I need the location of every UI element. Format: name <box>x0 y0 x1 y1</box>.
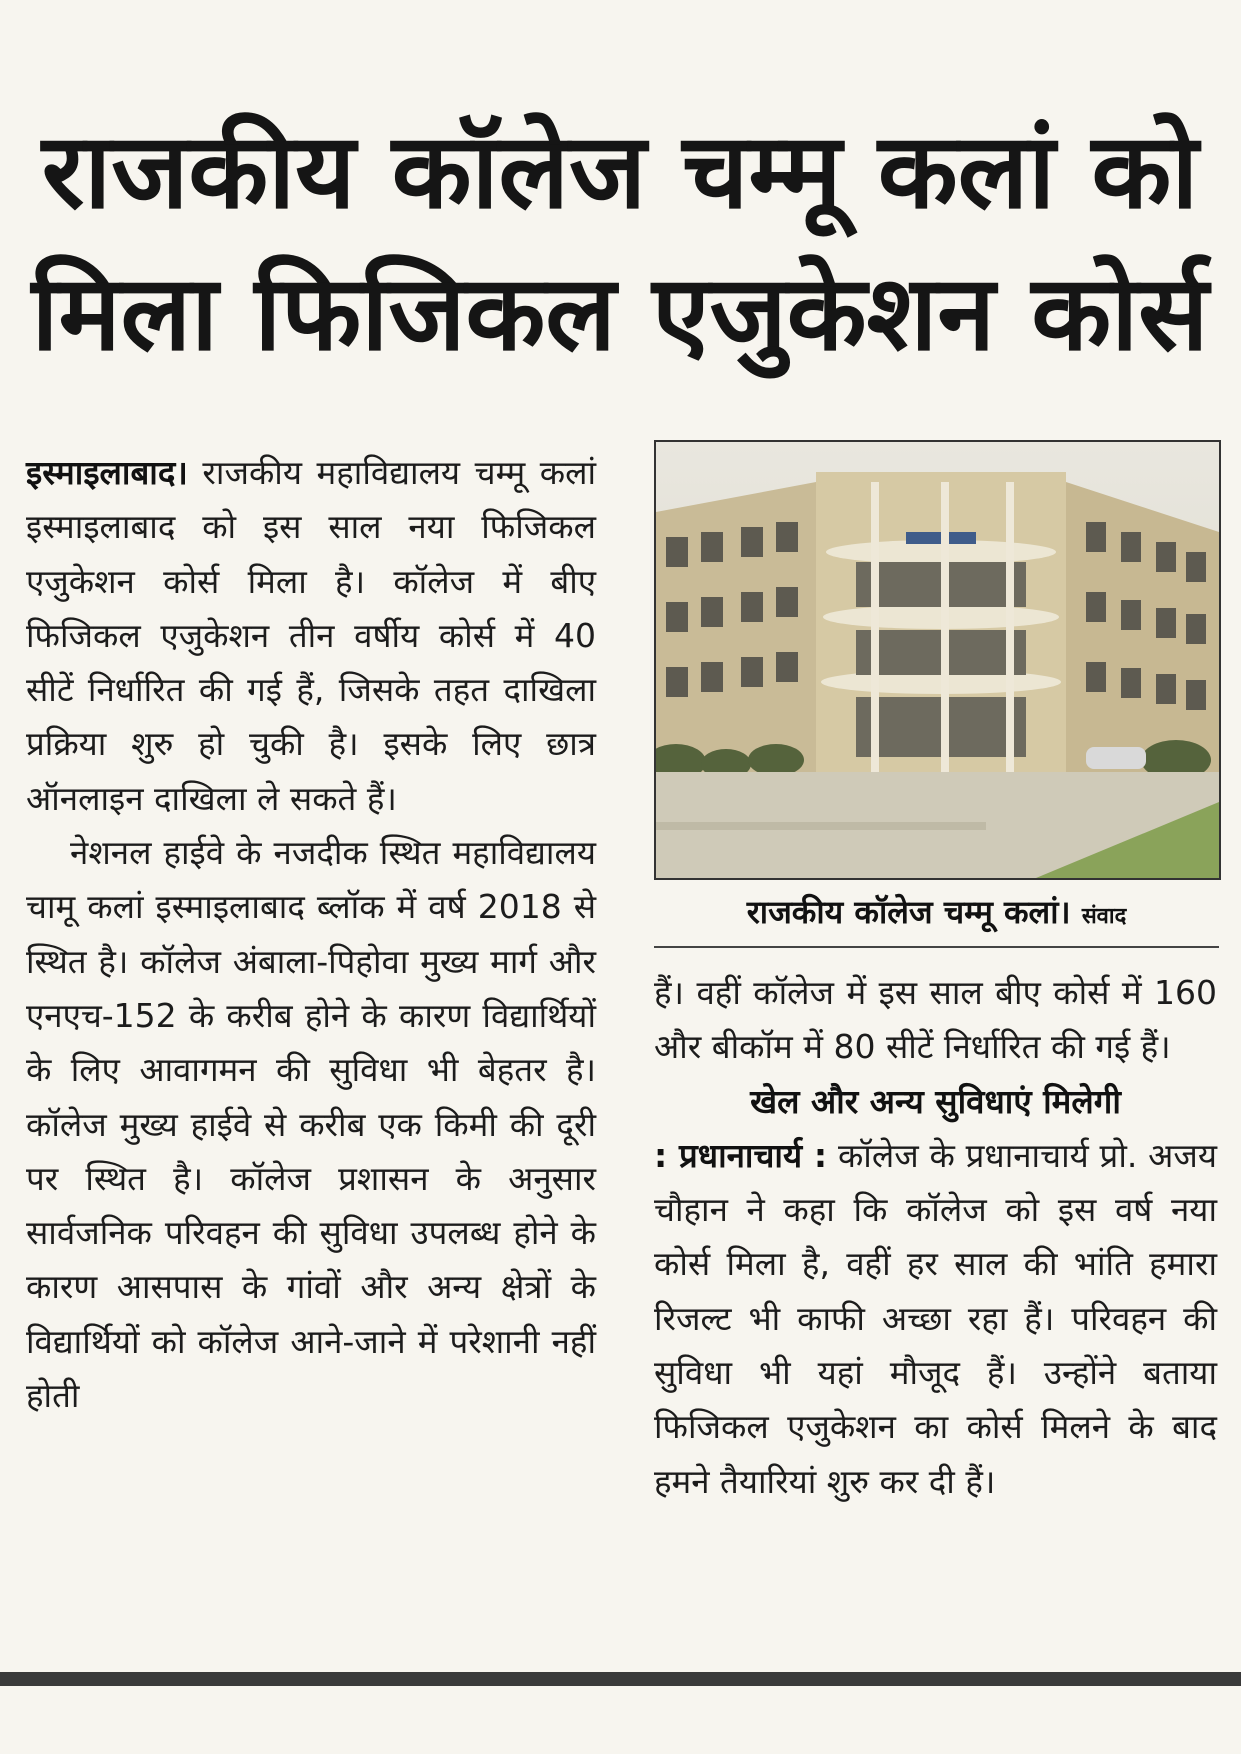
right-column <box>654 966 1217 1509</box>
headline-line-1: राजकीय कॉलेज चम्मू कलां को <box>41 110 1199 232</box>
left-column <box>26 446 596 1423</box>
paragraph-4-text: कॉलेज के प्रधानाचार्य प्रो. अजय चौहान ने कहा कि कॉलेज को इस वर्ष नया कोर्स मिला है, वहीं हर साल की भांति हमारा रिजल्ट भी काफी अच्छा रहा हैं। परिवहन की सुविधा भी यहां मौजूद हैं। उन्होंने बताया फिजिकल एजुकेशन का कोर्स मिलने के बाद हमने तैयारियां शुरु कर दी हैं। <box>654 1135 1217 1501</box>
scan-bottom-edge <box>0 1672 1241 1686</box>
subheading-label: : प्रधानाचार्य : <box>654 1135 828 1175</box>
dateline: इस्माइलाबाद। <box>26 453 188 492</box>
caption-divider <box>654 946 1219 948</box>
headline-line-2: मिला फिजिकल एजुकेशन कोर्स <box>31 252 1209 374</box>
headline <box>30 100 1210 384</box>
college-building-photo <box>654 440 1221 880</box>
photo-credit: संवाद <box>1081 904 1127 929</box>
paragraph-1 <box>26 446 596 826</box>
caption-text: राजकीय कॉलेज चम्मू कलां। <box>746 893 1071 931</box>
paragraph-1-text: राजकीय महाविद्यालय चम्मू कलां इस्माइलाबाद को इस साल नया फिजिकल एजुकेशन कोर्स मिला है। कॉलेज में बीए फिजिकल एजुकेशन तीन वर्षीय कोर्स में 40 सीटें निर्धारित की गई हैं, जिसके तहत दाखिला प्रक्रिया शुरु हो चुकी है। इसके लिए छात्र ऑनलाइन दाखिला ले सकते हैं। <box>26 453 596 818</box>
photo-caption <box>654 886 1219 943</box>
paragraph-4 <box>654 1129 1217 1509</box>
building-illustration <box>656 442 1219 878</box>
paragraph-3: हैं। वहीं कॉलेज में इस साल बीए कोर्स में 160 और बीकॉम में 80 सीटें निर्धारित की गई हैं। <box>654 973 1217 1067</box>
subheading: खेल और अन्य सुविधाएं मिलेगी <box>750 1081 1121 1121</box>
paragraph-2: नेशनल हाईवे के नजदीक स्थित महाविद्यालय चामू कलां इस्माइलाबाद ब्लॉक में वर्ष 2018 से स्थित है। कॉलेज अंबाला-पिहोवा मुख्य मार्ग और एनएच-152 के करीब होने के कारण विद्यार्थियों के लिए आवागमन की सुविधा भी बेहतर है। कॉलेज मुख्य हाईवे से करीब एक किमी की दूरी पर स्थित है। कॉलेज प्रशासन के अनुसार सार्वजनिक परिवहन की सुविधा उपलब्ध होने के कारण आसपास के गांवों और अन्य क्षेत्रों के विद्यार्थियों को कॉलेज आने-जाने में परेशानी नहीं होती <box>26 833 596 1416</box>
